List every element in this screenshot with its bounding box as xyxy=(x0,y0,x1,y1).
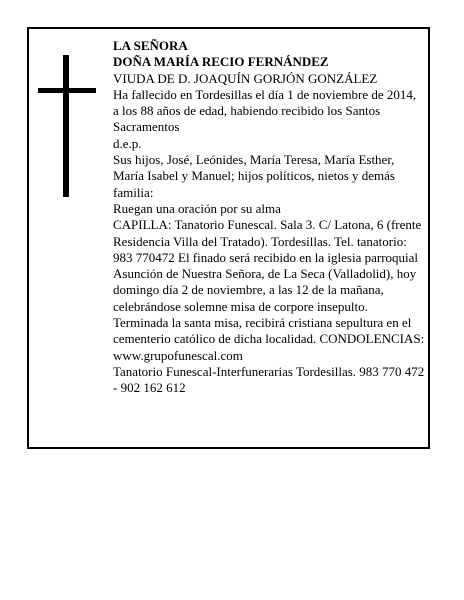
rip-text: d.e.p. xyxy=(113,135,142,151)
family-list: Sus hijos, José, Leónides, María Teresa, María Esther, María Isabel y Manuel; hijos políticos, nietos y demás familia: xyxy=(113,152,395,200)
cross-vertical-bar xyxy=(63,55,69,197)
chapel-details: CAPILLA: Tanatorio Funescal. Sala 3. C/ Latona, 6 (frente Residencia Villa del Tratado). Tordesillas. Tel. tanatorio: 983 770472 El finado será recibido en la iglesia parroquial Asunción de Nuestra Señora, de La Seca (Valladolid), hoy domingo día 2 de noviembre, a las 12 de la mañana, celebrándose solemne misa de corpore insepulto. Terminada la santa misa, recibirá cristiana sepultura en el cementerio católico de dicha localidad. CONDOLENCIAS: xyxy=(113,217,425,347)
funeral-home-contact: Tanatorio Funescal-Interfunerarias Tordesillas. 983 770 472 - 902 162 612 xyxy=(113,363,425,396)
prayer-request: Ruegan una oración por su alma xyxy=(113,200,281,216)
cross-horizontal-bar xyxy=(38,88,96,93)
latin-cross-icon xyxy=(38,55,96,197)
widow-of-line: VIUDA DE D. JOAQUÍN GORJÓN GONZÁLEZ xyxy=(113,70,378,86)
title-line: LA SEÑORA xyxy=(113,38,188,53)
condolences-website: www.grupofunescal.com xyxy=(113,347,243,363)
death-announcement: Ha fallecido en Tordesillas el día 1 de noviembre de 2014, a los 88 años de edad, habiendo recibido los Santos Sacramentos xyxy=(113,86,417,135)
obituary-text xyxy=(113,38,425,397)
deceased-name: DOÑA MARÍA RECIO FERNÁNDEZ xyxy=(113,54,329,70)
